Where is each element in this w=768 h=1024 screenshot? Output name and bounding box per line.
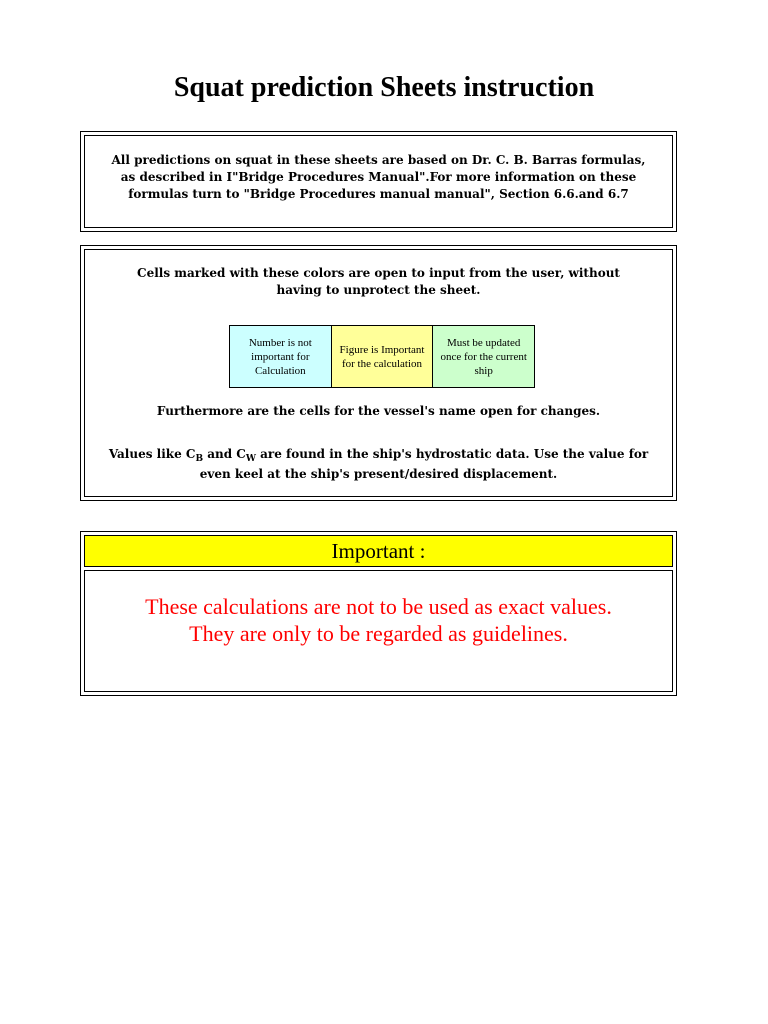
input-cells-box-inner [84,249,673,497]
page-title: Squat prediction Sheets instruction [173,72,595,103]
hydrostatic-note-part-c: are found in the ship's hydrostatic data. Use the value for even keel at the ship's present/desired displacement. [199,447,649,481]
legend-cell-important: Figure is Important for the calculation [332,326,434,387]
important-body [84,570,673,692]
intro-text: All predictions on squat in these sheets are based on Dr. C. B. Barras formulas, as described in I"Bridge Procedures Manual".For more information on these formulas turn to "Bridge Procedures manual manual", Section 6.6.and 6.7 [111,153,646,201]
input-cells-description: Cells marked with these colors are open to input from the user, without having to unprotect the sheet. [137,266,620,297]
cb-subscript: B [195,454,204,464]
cw-subscript: W [245,454,256,464]
vessel-name-note: Furthermore are the cells for the vessel's name open for changes. [156,404,601,418]
legend-cell-update-once: Must be updated once for the current ship [433,326,534,387]
hydrostatic-note-part-b: and C [203,447,246,461]
color-legend [229,325,535,388]
important-box [80,531,677,696]
important-heading: Important : [84,535,673,567]
important-warning-text: These calculations are not to be used as exact values. They are only to be regarded as guidelines. [145,594,612,646]
hydrostatic-note-part-a: Values like C [108,447,196,461]
intro-box [80,131,677,232]
legend-cell-not-important: Number is not important for Calculation [230,326,332,387]
input-cells-box [80,245,677,501]
hydrostatic-note [105,444,652,484]
intro-box-inner [84,135,673,228]
